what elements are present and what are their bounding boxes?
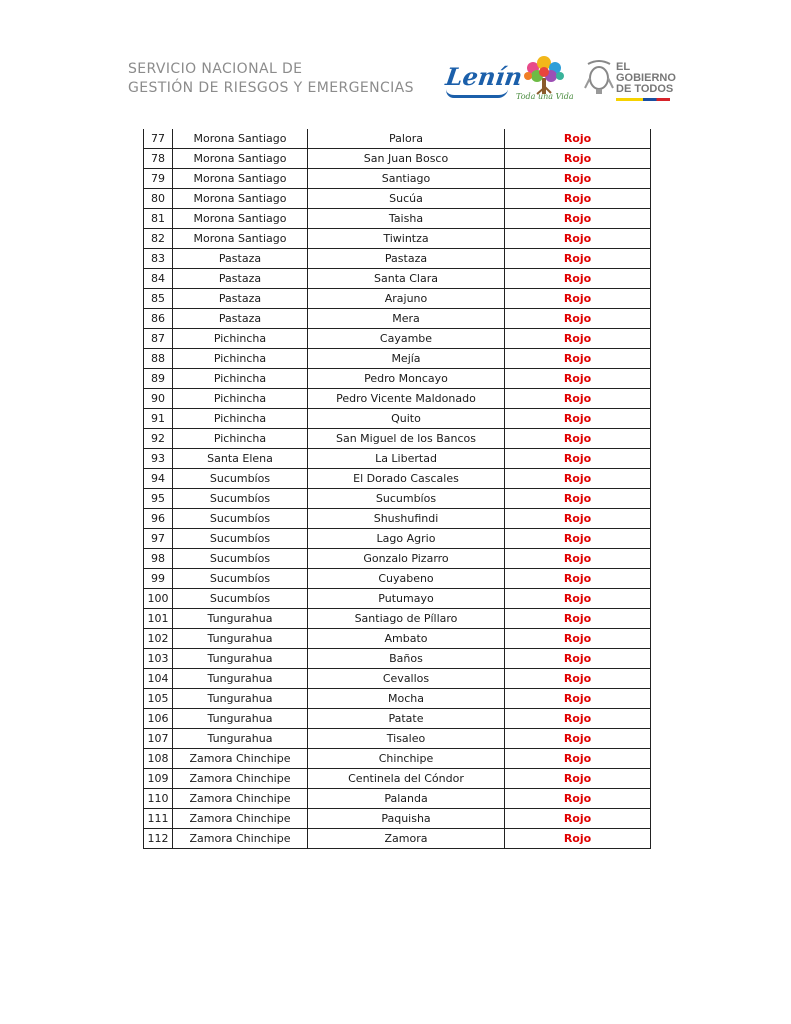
table-row bbox=[144, 769, 651, 789]
canton-cell: Palanda bbox=[308, 789, 505, 809]
alert-level-cell: Rojo bbox=[505, 609, 651, 629]
table-row bbox=[144, 369, 651, 389]
alert-level-cell: Rojo bbox=[505, 469, 651, 489]
table-row bbox=[144, 269, 651, 289]
canton-cell: Mocha bbox=[308, 689, 505, 709]
row-number-cell: 100 bbox=[144, 589, 173, 609]
row-number-cell: 91 bbox=[144, 409, 173, 429]
province-cell: Sucumbíos bbox=[173, 509, 308, 529]
row-number-cell: 99 bbox=[144, 569, 173, 589]
ecuador-coat-of-arms-icon bbox=[584, 58, 614, 96]
table-row bbox=[144, 749, 651, 769]
province-cell: Zamora Chinchipe bbox=[173, 829, 308, 849]
province-cell: Zamora Chinchipe bbox=[173, 809, 308, 829]
alert-table-body bbox=[144, 129, 651, 849]
row-number-cell: 104 bbox=[144, 669, 173, 689]
canton-cell: San Juan Bosco bbox=[308, 149, 505, 169]
table-row bbox=[144, 829, 651, 849]
alert-level-cell: Rojo bbox=[505, 669, 651, 689]
alert-level-cell: Rojo bbox=[505, 169, 651, 189]
table-row bbox=[144, 149, 651, 169]
canton-cell: Cayambe bbox=[308, 329, 505, 349]
organization-name bbox=[128, 60, 414, 98]
table-row bbox=[144, 809, 651, 829]
row-number-cell: 110 bbox=[144, 789, 173, 809]
province-cell: Tungurahua bbox=[173, 709, 308, 729]
lenin-logo-text: Lenín bbox=[443, 62, 525, 91]
table-row bbox=[144, 189, 651, 209]
row-number-cell: 77 bbox=[144, 129, 173, 149]
canton-cell: El Dorado Cascales bbox=[308, 469, 505, 489]
table-row bbox=[144, 489, 651, 509]
canton-cell: Palora bbox=[308, 129, 505, 149]
province-cell: Pastaza bbox=[173, 269, 308, 289]
organization-name-line2: GESTIÓN DE RIESGOS Y EMERGENCIAS bbox=[128, 80, 414, 96]
canton-cell: Gonzalo Pizarro bbox=[308, 549, 505, 569]
canton-cell: Centinela del Cóndor bbox=[308, 769, 505, 789]
province-cell: Morona Santiago bbox=[173, 189, 308, 209]
alert-level-cell: Rojo bbox=[505, 649, 651, 669]
province-cell: Tungurahua bbox=[173, 629, 308, 649]
row-number-cell: 92 bbox=[144, 429, 173, 449]
alert-level-cell: Rojo bbox=[505, 729, 651, 749]
province-cell: Tungurahua bbox=[173, 669, 308, 689]
table-row bbox=[144, 549, 651, 569]
alert-level-cell: Rojo bbox=[505, 789, 651, 809]
alert-level-cell: Rojo bbox=[505, 429, 651, 449]
alert-level-cell: Rojo bbox=[505, 329, 651, 349]
province-cell: Pichincha bbox=[173, 389, 308, 409]
alert-level-cell: Rojo bbox=[505, 809, 651, 829]
province-cell: Pichincha bbox=[173, 429, 308, 449]
row-number-cell: 103 bbox=[144, 649, 173, 669]
row-number-cell: 85 bbox=[144, 289, 173, 309]
table-row bbox=[144, 169, 651, 189]
province-cell: Morona Santiago bbox=[173, 229, 308, 249]
province-cell: Pastaza bbox=[173, 249, 308, 269]
canton-cell: La Libertad bbox=[308, 449, 505, 469]
alert-level-cell: Rojo bbox=[505, 709, 651, 729]
province-cell: Santa Elena bbox=[173, 449, 308, 469]
table-row bbox=[144, 669, 651, 689]
table-row bbox=[144, 789, 651, 809]
province-cell: Sucumbíos bbox=[173, 549, 308, 569]
province-cell: Tungurahua bbox=[173, 729, 308, 749]
canton-cell: Putumayo bbox=[308, 589, 505, 609]
tree-logo-caption: Toda una Vida bbox=[516, 92, 574, 101]
alert-level-cell: Rojo bbox=[505, 229, 651, 249]
row-number-cell: 81 bbox=[144, 209, 173, 229]
row-number-cell: 80 bbox=[144, 189, 173, 209]
province-cell: Pichincha bbox=[173, 329, 308, 349]
lenin-swoosh-icon bbox=[445, 89, 508, 98]
province-cell: Sucumbíos bbox=[173, 589, 308, 609]
gov-logo-line2: GOBIERNO bbox=[616, 72, 676, 84]
canton-cell: Sucúa bbox=[308, 189, 505, 209]
row-number-cell: 112 bbox=[144, 829, 173, 849]
row-number-cell: 97 bbox=[144, 529, 173, 549]
row-number-cell: 79 bbox=[144, 169, 173, 189]
alert-level-cell: Rojo bbox=[505, 409, 651, 429]
table-row bbox=[144, 629, 651, 649]
table-row bbox=[144, 709, 651, 729]
province-cell: Pastaza bbox=[173, 289, 308, 309]
canton-cell: Paquisha bbox=[308, 809, 505, 829]
lenin-logo bbox=[444, 62, 524, 91]
province-cell: Morona Santiago bbox=[173, 209, 308, 229]
canton-cell: Baños bbox=[308, 649, 505, 669]
province-cell: Pichincha bbox=[173, 409, 308, 429]
canton-cell: Chinchipe bbox=[308, 749, 505, 769]
province-cell: Morona Santiago bbox=[173, 149, 308, 169]
alert-level-cell: Rojo bbox=[505, 369, 651, 389]
gov-logo-line3: DE TODOS bbox=[616, 83, 674, 95]
province-cell: Zamora Chinchipe bbox=[173, 789, 308, 809]
province-cell: Morona Santiago bbox=[173, 169, 308, 189]
alert-level-cell: Rojo bbox=[505, 509, 651, 529]
province-cell: Tungurahua bbox=[173, 649, 308, 669]
table-row bbox=[144, 389, 651, 409]
table-row bbox=[144, 229, 651, 249]
row-number-cell: 84 bbox=[144, 269, 173, 289]
row-number-cell: 106 bbox=[144, 709, 173, 729]
table-row bbox=[144, 409, 651, 429]
province-cell: Zamora Chinchipe bbox=[173, 769, 308, 789]
canton-cell: Cuyabeno bbox=[308, 569, 505, 589]
canton-cell: Tisaleo bbox=[308, 729, 505, 749]
table-row bbox=[144, 329, 651, 349]
alert-level-cell: Rojo bbox=[505, 549, 651, 569]
province-cell: Sucumbíos bbox=[173, 529, 308, 549]
table-row bbox=[144, 209, 651, 229]
canton-cell: Sucumbíos bbox=[308, 489, 505, 509]
province-cell: Tungurahua bbox=[173, 689, 308, 709]
alert-level-cell: Rojo bbox=[505, 529, 651, 549]
canton-cell: Cevallos bbox=[308, 669, 505, 689]
alert-level-cell: Rojo bbox=[505, 349, 651, 369]
alert-level-cell: Rojo bbox=[505, 629, 651, 649]
alert-level-cell: Rojo bbox=[505, 309, 651, 329]
row-number-cell: 105 bbox=[144, 689, 173, 709]
row-number-cell: 93 bbox=[144, 449, 173, 469]
row-number-cell: 87 bbox=[144, 329, 173, 349]
row-number-cell: 88 bbox=[144, 349, 173, 369]
table-row bbox=[144, 289, 651, 309]
province-cell: Sucumbíos bbox=[173, 489, 308, 509]
row-number-cell: 101 bbox=[144, 609, 173, 629]
canton-cell: Zamora bbox=[308, 829, 505, 849]
table-row bbox=[144, 349, 651, 369]
table-row bbox=[144, 249, 651, 269]
alert-level-cell: Rojo bbox=[505, 189, 651, 209]
canton-cell: San Miguel de los Bancos bbox=[308, 429, 505, 449]
table-row bbox=[144, 529, 651, 549]
alert-level-cell: Rojo bbox=[505, 449, 651, 469]
province-cell: Sucumbíos bbox=[173, 569, 308, 589]
row-number-cell: 89 bbox=[144, 369, 173, 389]
alert-level-cell: Rojo bbox=[505, 489, 651, 509]
alert-level-cell: Rojo bbox=[505, 689, 651, 709]
province-cell: Pastaza bbox=[173, 309, 308, 329]
canton-cell: Ambato bbox=[308, 629, 505, 649]
canton-cell: Arajuno bbox=[308, 289, 505, 309]
alert-level-cell: Rojo bbox=[505, 209, 651, 229]
row-number-cell: 86 bbox=[144, 309, 173, 329]
alert-level-cell: Rojo bbox=[505, 269, 651, 289]
row-number-cell: 94 bbox=[144, 469, 173, 489]
table-row bbox=[144, 449, 651, 469]
row-number-cell: 96 bbox=[144, 509, 173, 529]
alert-level-cell: Rojo bbox=[505, 769, 651, 789]
organization-name-line1: SERVICIO NACIONAL DE bbox=[128, 61, 303, 77]
row-number-cell: 108 bbox=[144, 749, 173, 769]
table-row bbox=[144, 649, 651, 669]
alert-level-cell: Rojo bbox=[505, 569, 651, 589]
table-row bbox=[144, 609, 651, 629]
alert-level-cell: Rojo bbox=[505, 249, 651, 269]
canton-cell: Santiago de Píllaro bbox=[308, 609, 505, 629]
row-number-cell: 111 bbox=[144, 809, 173, 829]
canton-cell: Quito bbox=[308, 409, 505, 429]
gobierno-de-todos-logo bbox=[616, 62, 676, 101]
canton-cell: Pedro Vicente Maldonado bbox=[308, 389, 505, 409]
province-cell: Zamora Chinchipe bbox=[173, 749, 308, 769]
province-cell: Pichincha bbox=[173, 369, 308, 389]
province-cell: Sucumbíos bbox=[173, 469, 308, 489]
row-number-cell: 109 bbox=[144, 769, 173, 789]
row-number-cell: 82 bbox=[144, 229, 173, 249]
table-row bbox=[144, 729, 651, 749]
canton-cell: Patate bbox=[308, 709, 505, 729]
row-number-cell: 78 bbox=[144, 149, 173, 169]
row-number-cell: 102 bbox=[144, 629, 173, 649]
canton-cell: Mera bbox=[308, 309, 505, 329]
canton-cell: Taisha bbox=[308, 209, 505, 229]
table-row bbox=[144, 469, 651, 489]
canton-cell: Lago Agrio bbox=[308, 529, 505, 549]
table-row bbox=[144, 569, 651, 589]
row-number-cell: 83 bbox=[144, 249, 173, 269]
canton-cell: Pedro Moncayo bbox=[308, 369, 505, 389]
province-cell: Tungurahua bbox=[173, 609, 308, 629]
gov-logo-color-bar bbox=[616, 98, 670, 101]
canton-cell: Shushufindi bbox=[308, 509, 505, 529]
canton-cell: Pastaza bbox=[308, 249, 505, 269]
canton-cell: Tiwintza bbox=[308, 229, 505, 249]
alert-level-cell: Rojo bbox=[505, 149, 651, 169]
gov-logo-line1: EL bbox=[616, 61, 631, 73]
canton-cell: Mejía bbox=[308, 349, 505, 369]
table-row bbox=[144, 429, 651, 449]
row-number-cell: 90 bbox=[144, 389, 173, 409]
row-number-cell: 107 bbox=[144, 729, 173, 749]
alert-table bbox=[143, 129, 651, 849]
table-row bbox=[144, 509, 651, 529]
canton-cell: Santa Clara bbox=[308, 269, 505, 289]
alert-level-cell: Rojo bbox=[505, 389, 651, 409]
province-cell: Morona Santiago bbox=[173, 129, 308, 149]
alert-level-cell: Rojo bbox=[505, 129, 651, 149]
alert-level-cell: Rojo bbox=[505, 829, 651, 849]
table-row bbox=[144, 689, 651, 709]
row-number-cell: 95 bbox=[144, 489, 173, 509]
row-number-cell: 98 bbox=[144, 549, 173, 569]
canton-cell: Santiago bbox=[308, 169, 505, 189]
table-row bbox=[144, 589, 651, 609]
alert-level-cell: Rojo bbox=[505, 589, 651, 609]
table-row bbox=[144, 309, 651, 329]
province-cell: Pichincha bbox=[173, 349, 308, 369]
alert-level-cell: Rojo bbox=[505, 749, 651, 769]
table-row bbox=[144, 129, 651, 149]
alert-level-cell: Rojo bbox=[505, 289, 651, 309]
